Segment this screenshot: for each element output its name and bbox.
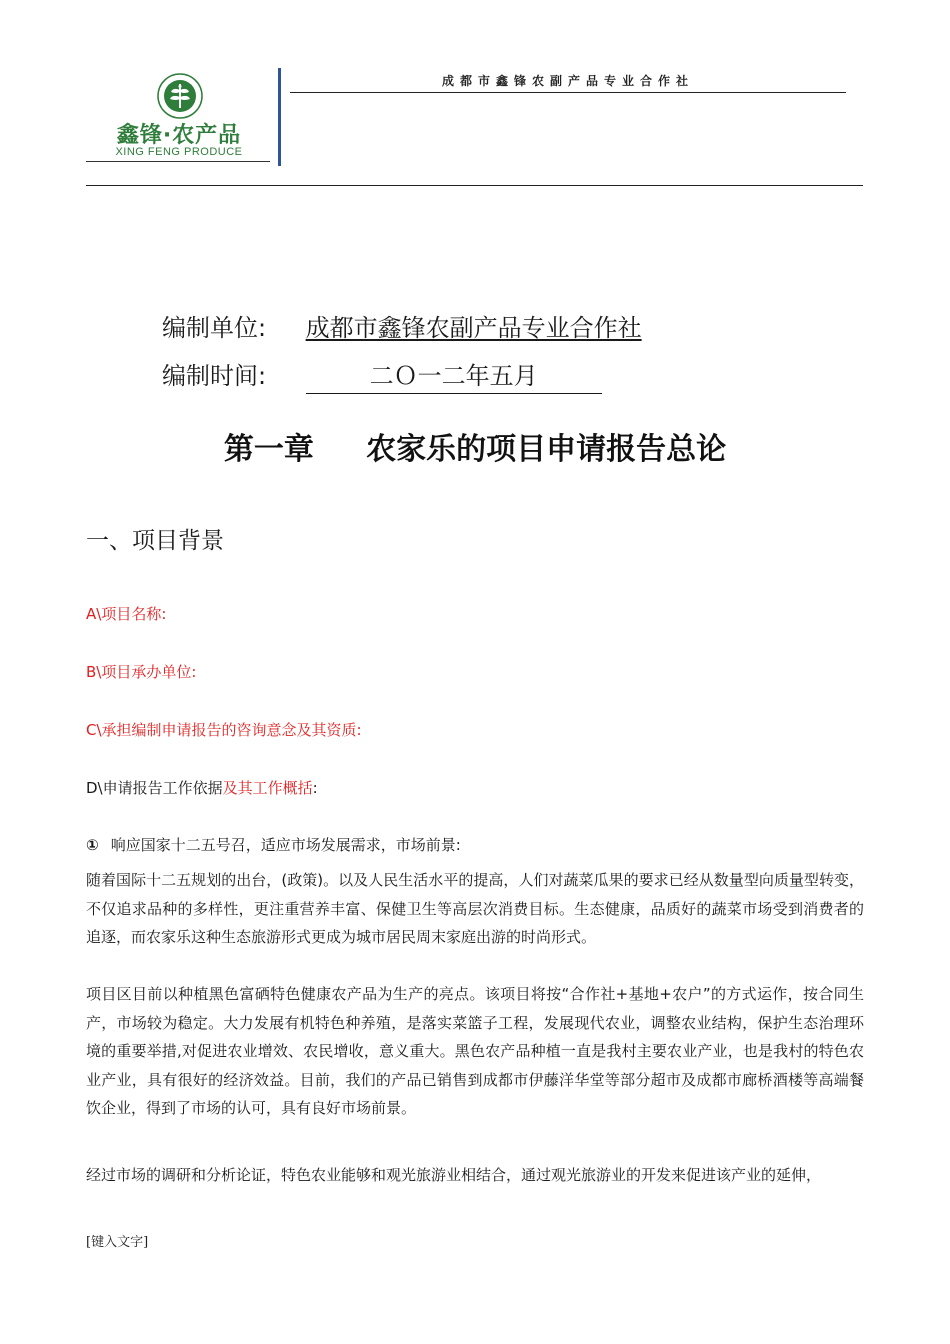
compile-time-row bbox=[162, 356, 602, 394]
item-project-name: A\项目名称: bbox=[86, 605, 167, 623]
point-one bbox=[86, 834, 461, 855]
logo-english-name: XING FENG PRODUCE bbox=[115, 146, 243, 158]
header-title: 成都市鑫锋农副产品专业合作社 bbox=[441, 74, 694, 88]
point-one-text: 响应国家十二五号召，适应市场发展需求，市场前景: bbox=[110, 836, 461, 854]
item-consulting-qualification: C\承担编制申请报告的咨询意念及其资质: bbox=[86, 721, 362, 739]
section-heading: 一、项目背景 bbox=[86, 528, 224, 554]
body-paragraph-2: 项目区目前以种植黑色富硒特色健康农产品为生产的亮点。该项目将按“合作社+基地+农户”的方式运作，按合同生产，市场较为稳定。大力发展有机特色种养殖，是落实菜篮子工程，发展现代农业，调整农业结构，保护生态治理环境的重要举措,对促进农业增效、农民增收，意义重大。黑色农产品种植一直是我村主要农业产业，也是我村的特色农业产业，具有很好的经济效益。目前，我们的产品已销售到成都市伊藤洋华堂等部分超市及成都市廊桥酒楼等高端餐饮企业，得到了市场的认可，具有良好市场前景。 bbox=[86, 985, 864, 1117]
compiler-unit-row bbox=[162, 308, 642, 343]
compiler-unit-label: 编制单位: bbox=[162, 314, 267, 342]
item-project-undertaker: B\项目承办单位: bbox=[86, 663, 197, 681]
leaf-emblem-icon bbox=[156, 72, 204, 120]
compile-time-value: 二Ｏ一二年五月 bbox=[306, 356, 602, 394]
compiler-unit-value: 成都市鑫锋农副产品专业合作社 bbox=[305, 314, 642, 342]
compile-time-label: 编制时间: bbox=[162, 362, 267, 390]
item-report-basis-black: D\申请报告工作依据 bbox=[86, 779, 223, 797]
logo bbox=[86, 68, 272, 164]
logo-chinese-name: 鑫锋·农产品 bbox=[116, 123, 242, 148]
page-header-rule bbox=[86, 185, 863, 186]
item-report-basis-red: 及其工作概括 bbox=[222, 779, 313, 797]
item-report-basis-colon: : bbox=[312, 779, 318, 797]
body-paragraph-3: 经过市场的调研和分析论证，特色农业能够和观光旅游业相结合，通过观光旅游业的开发来促进该产业的延伸， bbox=[86, 1166, 822, 1184]
point-one-marker: ① bbox=[86, 836, 99, 854]
item-report-basis bbox=[86, 777, 318, 798]
header-rule bbox=[290, 92, 846, 93]
header-divider-bar bbox=[278, 68, 281, 166]
body-paragraph-1: 随着国际十二五规划的出台，(政策)。以及人民生活水平的提高，人们对蔬菜瓜果的要求已经从数量型向质量型转变，不仅追求品种的多样性，更注重营养丰富、保健卫生等高层次消费目标。生态健康，品质好的蔬菜市场受到消费者的追逐，而农家乐这种生态旅游形式更成为城市居民周末家庭出游的时尚形式。 bbox=[86, 871, 864, 946]
footer-placeholder: [键入文字] bbox=[86, 1235, 149, 1250]
logo-underline bbox=[86, 161, 270, 162]
chapter-title: 第一章 农家乐的项目申请报告总论 bbox=[223, 432, 727, 467]
